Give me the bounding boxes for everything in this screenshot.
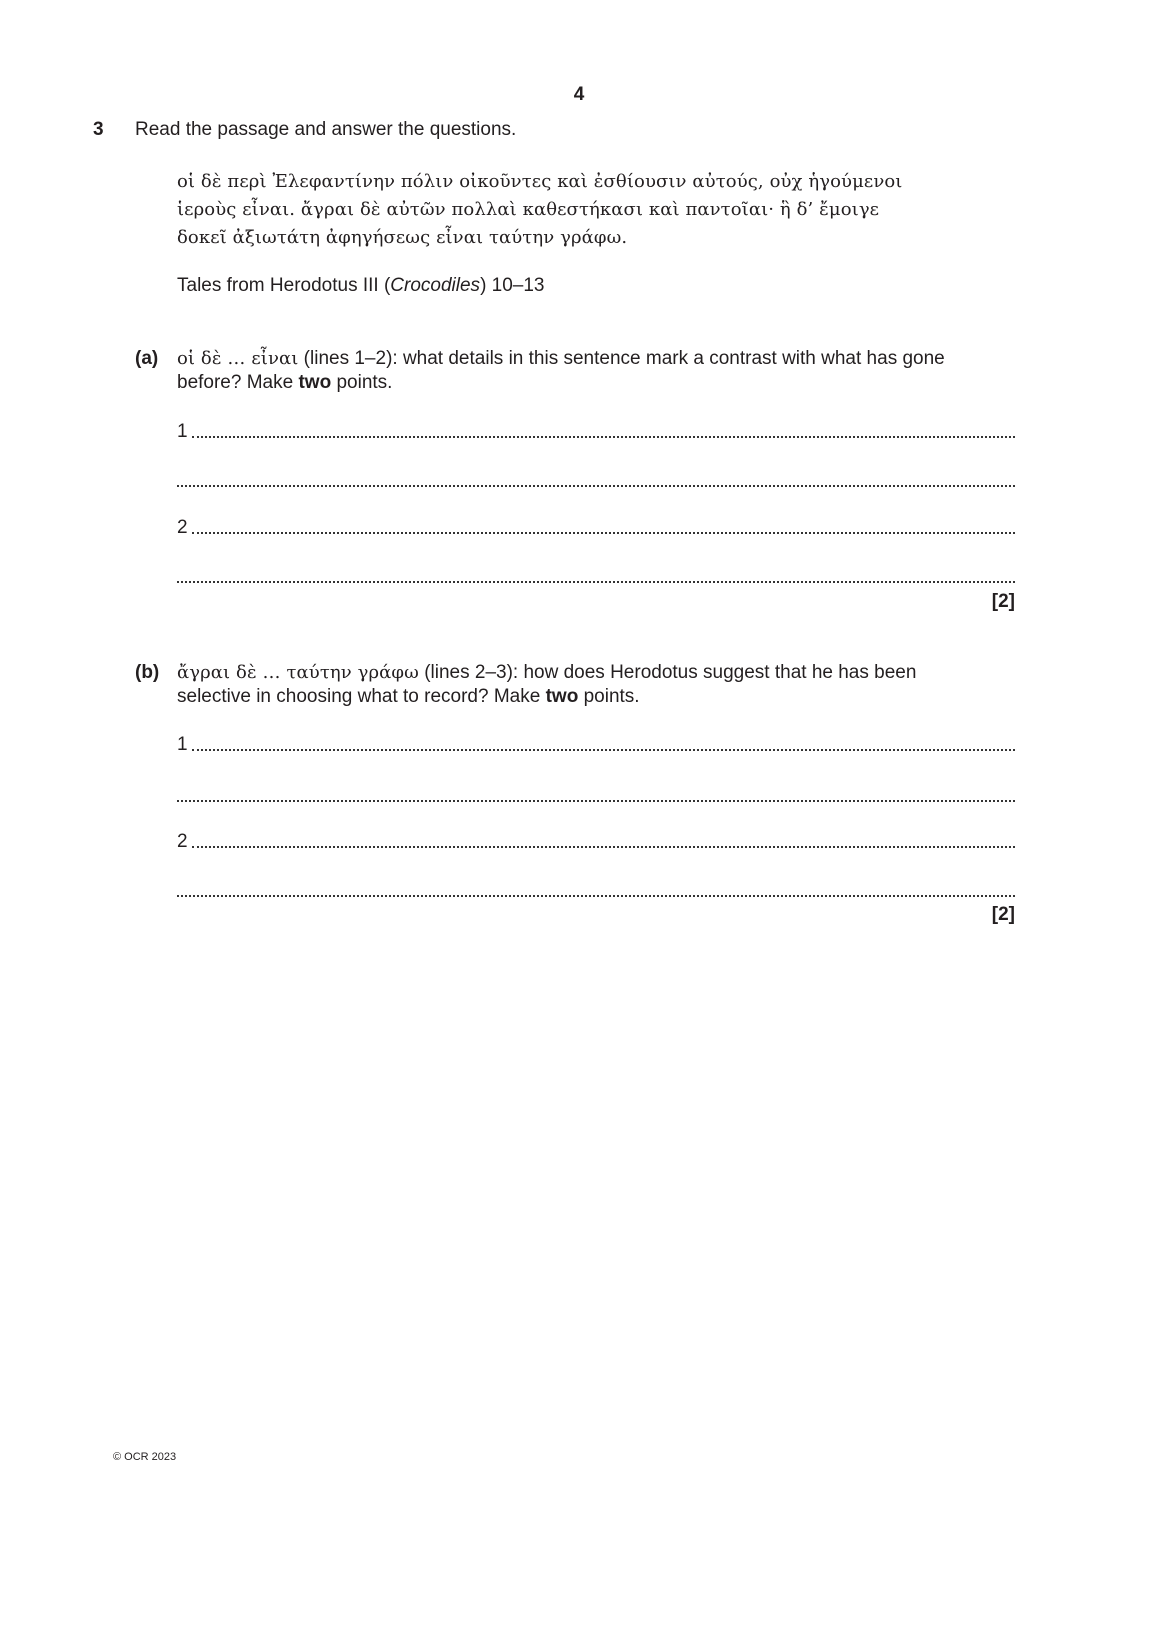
part-b-question-line-1: [177, 662, 916, 684]
answer-line-a2-cont[interactable]: [177, 566, 1015, 588]
bold-text: two: [298, 372, 332, 393]
part-a-text: (lines 1–2): what details in this sentence mark a contrast with what has gone: [298, 348, 945, 369]
bold-text: two: [545, 686, 579, 707]
answer-number: 2: [177, 517, 188, 538]
answer-number: 1: [177, 734, 188, 755]
passage-line-2: ἱεροὺς εἶναι. ἄγραι δὲ αὐτῶν πολλαὶ καθεστήκασι καὶ παντοῖαι· ἣ δ’ ἔμοιγε: [177, 199, 880, 220]
text: selective in choosing what to record? Make: [177, 686, 546, 707]
dotted-line: [177, 894, 1015, 897]
passage-line-3: δοκεῖ ἀξιωτάτη ἀφηγήσεως εἶναι ταύτην γράφω.: [177, 227, 628, 248]
answer-number: 2: [177, 831, 188, 852]
question-instruction: Read the passage and answer the questions.: [135, 119, 517, 140]
part-b-greek-ref: ἄγραι δὲ … ταύτην γράφω: [177, 662, 419, 683]
part-b-text: (lines 2–3): how does Herodotus suggest that he has been: [418, 662, 917, 683]
part-a-question-line-1: [177, 348, 945, 370]
part-a-greek-ref: οἱ δὲ … εἶναι: [177, 348, 299, 369]
part-a-marks: [2]: [991, 591, 1015, 612]
answer-line-b2-cont[interactable]: [177, 880, 1015, 902]
text: before? Make: [177, 372, 299, 393]
dotted-line: [192, 748, 1015, 751]
question-number: 3: [93, 119, 104, 140]
answer-line-b1[interactable]: [177, 734, 1015, 756]
part-b-marks: [2]: [991, 904, 1015, 925]
dotted-line: [192, 531, 1015, 534]
dotted-line: [177, 799, 1015, 802]
source-suffix: ) 10–13: [480, 275, 545, 296]
part-a-question-line-2: [177, 372, 392, 394]
passage-source: [177, 275, 545, 297]
page-number: 4: [573, 84, 585, 105]
dotted-line: [177, 580, 1015, 583]
source-prefix: Tales from Herodotus III (: [177, 275, 391, 296]
passage-line-1: οἱ δὲ περὶ Ἐλεφαντίνην πόλιν οἰκοῦντες καὶ ἐσθίουσιν αὐτούς, οὐχ ἡγούμενοι: [177, 171, 903, 192]
answer-line-a1[interactable]: [177, 421, 1015, 443]
dotted-line: [177, 484, 1015, 487]
dotted-line: [192, 435, 1015, 438]
part-a-label: (a): [135, 348, 159, 369]
answer-line-a1-cont[interactable]: [177, 470, 1015, 492]
source-title: Crocodiles: [390, 275, 481, 296]
answer-line-a2[interactable]: [177, 517, 1015, 539]
answer-line-b1-cont[interactable]: [177, 785, 1015, 807]
part-b-label: (b): [135, 662, 160, 683]
text: points.: [578, 686, 640, 707]
dotted-line: [192, 845, 1015, 848]
answer-number: 1: [177, 421, 188, 442]
copyright-footer: © OCR 2023: [113, 1451, 177, 1463]
answer-line-b2[interactable]: [177, 831, 1015, 853]
part-b-question-line-2: [177, 686, 640, 708]
text: points.: [331, 372, 393, 393]
